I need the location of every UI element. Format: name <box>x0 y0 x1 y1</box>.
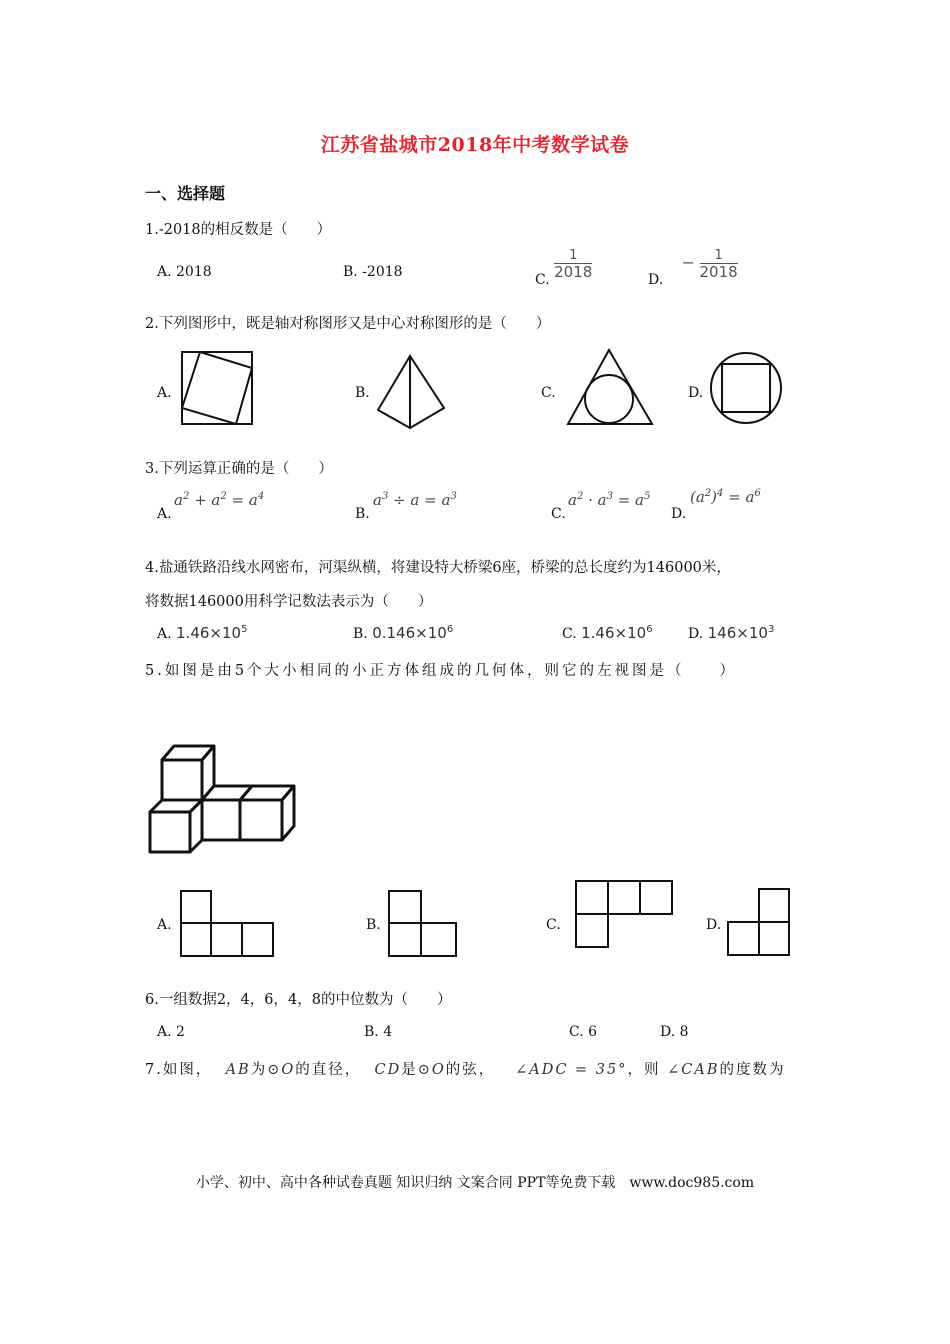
view-d-figure <box>728 889 789 955</box>
numerator: 1 <box>714 248 723 263</box>
q2-option-a: A. <box>157 385 172 401</box>
option-label: C. <box>535 272 550 288</box>
q5-option-b: B. <box>366 917 381 933</box>
q5-option-c: C. <box>546 917 561 933</box>
q4-option-d: D. $146\times 10^3$ <box>688 624 775 642</box>
question-4-stem-line2: 将数据146000用科学记数法表示为（ ） <box>145 594 433 610</box>
q2-option-b: B. <box>355 385 370 401</box>
question-4-stem-line1: 4.盐通铁路沿线水网密布，河渠纵横，将建设特大桥梁6座，桥梁的总长度约为146000米， <box>145 560 731 576</box>
q3-option-d-expression: $(a^2)^4 = a^6$ <box>690 488 761 506</box>
q3-option-b-expression: $a^3 \div a = a^3$ <box>373 491 457 509</box>
q4-option-b: B. $0.146\times 10^6$ <box>353 624 454 642</box>
angle-cab: ∠CAB <box>667 1062 720 1078</box>
page-title: 江苏省盐城市2018年中考数学试卷 <box>320 134 630 156</box>
q4-option-a: A. $1.46\times 10^5$ <box>157 624 248 642</box>
q3-option-c-label: C. <box>551 506 566 522</box>
question-6-stem: 6.一组数据2，4，6，4，8的中位数为（ ） <box>145 992 452 1008</box>
q3-option-a-expression: $a^2 + a^2 = a^4$ <box>174 491 265 509</box>
question-1-stem: 1.-2018的相反数是（ ） <box>145 222 332 238</box>
q6-option-c: C. 6 <box>569 1024 598 1040</box>
circle-o: ⊙O <box>267 1062 296 1078</box>
q3-option-c-expression: $a^2 \cdot a^3 = a^5$ <box>568 491 651 509</box>
denominator: 2018 <box>699 263 738 281</box>
q3-option-a-label: A. <box>157 506 172 522</box>
section-heading: 一、选择题 <box>145 184 226 203</box>
minus-sign: − <box>681 253 696 272</box>
q3-option-d-label: D. <box>671 506 687 522</box>
question-7-stem: 7.如图， AB为⊙O的直径， CD是⊙O的弦， ∠ADC = 35°，则 ∠CAB的度数为 <box>145 1062 786 1078</box>
view-c-figure <box>576 881 672 947</box>
q3-option-b-label: B. <box>355 506 370 522</box>
q2-option-d: D. <box>688 385 704 401</box>
circle-o: ⊙O <box>417 1062 446 1078</box>
q1-option-a: A. 2018 <box>157 264 212 280</box>
page-footer: 小学、初中、高中各种试卷真题 知识归纳 文案合同 PPT等免费下载 www.doc985.com <box>195 1175 755 1191</box>
question-5-stem: 5.如图是由5个大小相同的小正方体组成的几何体，则它的左视图是（ ） <box>145 663 738 679</box>
q5-option-a: A. <box>157 917 172 933</box>
q6-option-a: A. 2 <box>157 1024 185 1040</box>
view-a-figure <box>181 891 273 956</box>
q4-option-c: C. $1.46\times 10^6$ <box>562 624 653 642</box>
question-3-stem: 3.下列运算正确的是（ ） <box>145 461 333 477</box>
view-b-figure <box>389 891 456 956</box>
q2-option-c: C. <box>541 385 556 401</box>
q6-option-d: D. 8 <box>660 1024 689 1040</box>
q1-option-b: B. -2018 <box>343 264 403 280</box>
question-2-stem: 2.下列图形中，既是轴对称图形又是中心对称图形的是（ ） <box>145 316 551 332</box>
angle-adc: ∠ADC = 35° <box>515 1062 628 1078</box>
segment-ab: AB <box>225 1062 251 1078</box>
denominator: 2018 <box>554 263 593 281</box>
numerator: 1 <box>569 248 578 263</box>
q5-option-d: D. <box>706 917 722 933</box>
segment-cd: CD <box>374 1062 402 1078</box>
q6-option-b: B. 4 <box>364 1024 393 1040</box>
option-label: D. <box>648 272 664 288</box>
